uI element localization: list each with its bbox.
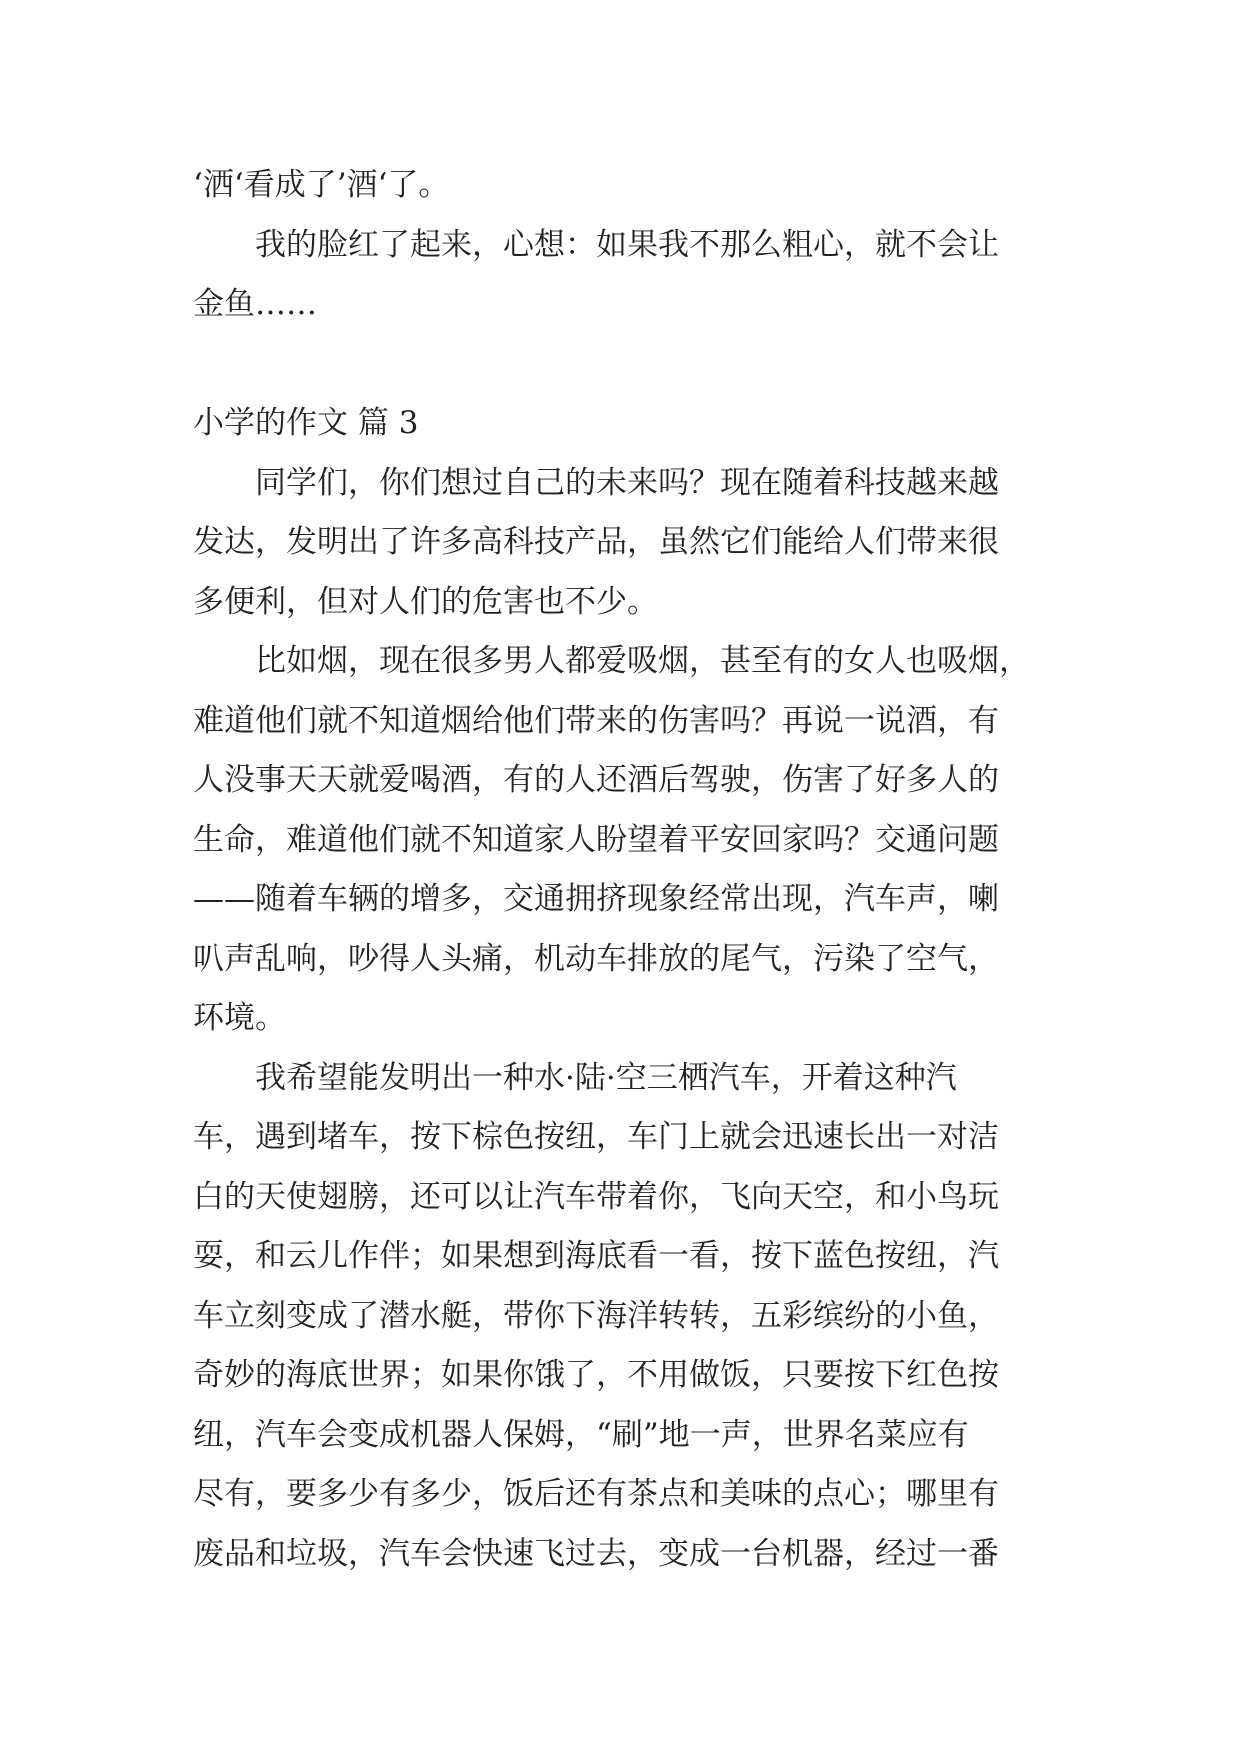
document-page [193,156,1053,1584]
text-line: 车，遇到堵车，按下棕色按纽，车门上就会迅速长出一对洁 [193,1119,999,1155]
text-line: 同学们，你们想过自己的未来吗？现在随着科技越来越 [193,464,999,501]
text-line: 多便利，但对人们的危害也不少。 [193,583,658,620]
text-line: 我希望能发明出一种水·陆·空三栖汽车，开着这种汽 [193,1059,957,1096]
section-title: 小学的作文 篇 3 [193,405,419,441]
text-line: ‘洒‘看成了’酒‘了。 [193,167,450,203]
text-line: 生命，难道他们就不知道家人盼望着平安回家吗？交通问题 [193,821,999,858]
text-line: 我的脸红了起来，心想：如果我不那么粗心，就不会让 [193,226,999,263]
paragraph-gap [193,335,1053,395]
text-line: 叭声乱响，吵得人头痛，机动车排放的尾气，污染了空气， [193,940,999,977]
text-line: 比如烟，现在很多男人都爱吸烟，甚至有的女人也吸烟， [193,643,1030,679]
text-line: 奇妙的海底世界；如果你饿了，不用做饭，只要按下红色按 [193,1357,999,1393]
text-line: 纽，汽车会变成机器人保姆，“刷”地一声，世界名菜应有 [193,1416,969,1453]
text-line: 人没事天天就爱喝酒，有的人还酒后驾驶，伤害了好多人的 [193,762,999,798]
text-line: ——随着车辆的增多，交通拥挤现象经常出现，汽车声，喇 [193,881,999,917]
text-line: 发达，发明出了许多高科技产品，虽然它们能给人们带来很 [193,524,999,560]
text-line: 废品和垃圾，汽车会快速飞过去，变成一台机器，经过一番 [193,1535,999,1572]
text-line: 车立刻变成了潜水艇，带你下海洋转转，五彩缤纷的小鱼， [193,1297,999,1334]
text-line: 耍，和云儿作伴；如果想到海底看一看，按下蓝色按纽，汽 [193,1238,999,1274]
text-line: 环境。 [193,1000,286,1036]
text-line: 难道他们就不知道烟给他们带来的伤害吗？再说一说酒，有 [193,702,999,739]
text-line: 尽有，要多少有多少，饭后还有茶点和美味的点心；哪里有 [193,1476,999,1512]
text-line: 白的天使翅膀，还可以让汽车带着你，飞向天空，和小鸟玩 [193,1178,999,1215]
text-line: 金鱼…… [193,286,317,322]
